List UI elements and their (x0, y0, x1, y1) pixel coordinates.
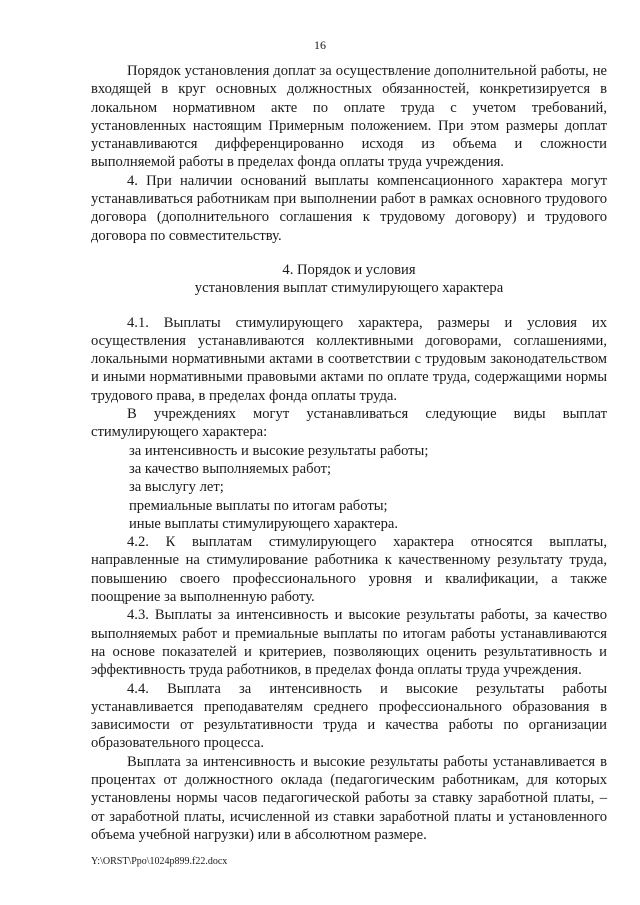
paragraph-4-4: 4.4. Выплата за интенсивность и высокие результаты работы устанавливается преподавателям среднего профессионального образования в зависимости от результативности труда и качества работы по организации образовательного процесса. (91, 680, 607, 752)
section-heading-line2: установления выплат стимулирующего характера (194, 280, 504, 297)
document-body (91, 62, 607, 844)
page-number: 16 (314, 38, 326, 52)
paragraph-4-2: 4.2. К выплатам стимулирующего характера относятся выплаты, направленные на стимулирование работника к качественному результату труда, повышению своего профессионального уровня и квалификации, а также поощрение за выполненную работу. (91, 534, 607, 606)
list-item: за выслугу лет; (129, 479, 224, 496)
paragraph-4-3: 4.3. Выплаты за интенсивность и высокие результаты работы, за качество выполняемых работ и премиальные выплаты по итогам работы устанавливаются на основе показателей и критериев, позволяющих оценить результативность и эффективность труда работников, в пределах фонда оплаты труда учреждения. (91, 607, 607, 679)
paragraph-types-intro: В учреждениях могут устанавливаться следующие виды выплат стимулирующего характера: (91, 406, 607, 441)
paragraph-payment-method: Выплата за интенсивность и высокие результаты работы устанавливается в процентах от должностного оклада (педагогическим работникам, для которых установлены нормы часов педагогической работы за ставку заработной платы, – от заработной платы, исчисленной из ставки заработной платы и установленного объема учебной нагрузки) или в абсолютном размере. (91, 753, 607, 843)
footer-file-path: Y:\ORST\Ppo\1024p899.f22.docx (91, 856, 228, 867)
list-item: за интенсивность и высокие результаты работы; (129, 442, 429, 459)
list-item: за качество выполняемых работ; (129, 460, 332, 477)
paragraph-additional-work: Порядок установления доплат за осуществление дополнительной работы, не входящей в круг основных должностных обязанностей, конкретизируется в локальном нормативном акте по оплате труда с учетом требований, установленных настоящим Примерным положением. При этом размеры доплат устанавливаются дифференцированно исходя из объема и сложности выполняемой работы в пределах фонда оплаты труда учреждения. (91, 63, 607, 171)
list-item: премиальные выплаты по итогам работы; (129, 497, 388, 514)
paragraph-4-1: 4.1. Выплаты стимулирующего характера, размеры и условия их осуществления устанавливаются коллективными договорами, соглашениями, локальными нормативными актами в соответствии с трудовым законодательством и иными нормативными правовыми актами по оплате труда, содержащими нормы трудового права, в пределах фонда оплаты труда. (91, 314, 607, 404)
list-item: иные выплаты стимулирующего характера. (129, 515, 399, 532)
section-heading-line1: 4. Порядок и условия (282, 261, 416, 278)
paragraph-item-4: 4. При наличии оснований выплаты компенсационного характера могут устанавливаться работникам при выполнении работ в рамках основного трудового договора (дополнительного соглашения к трудовому договору) и трудового договора по совместительству. (91, 172, 607, 244)
section-heading (91, 261, 607, 298)
